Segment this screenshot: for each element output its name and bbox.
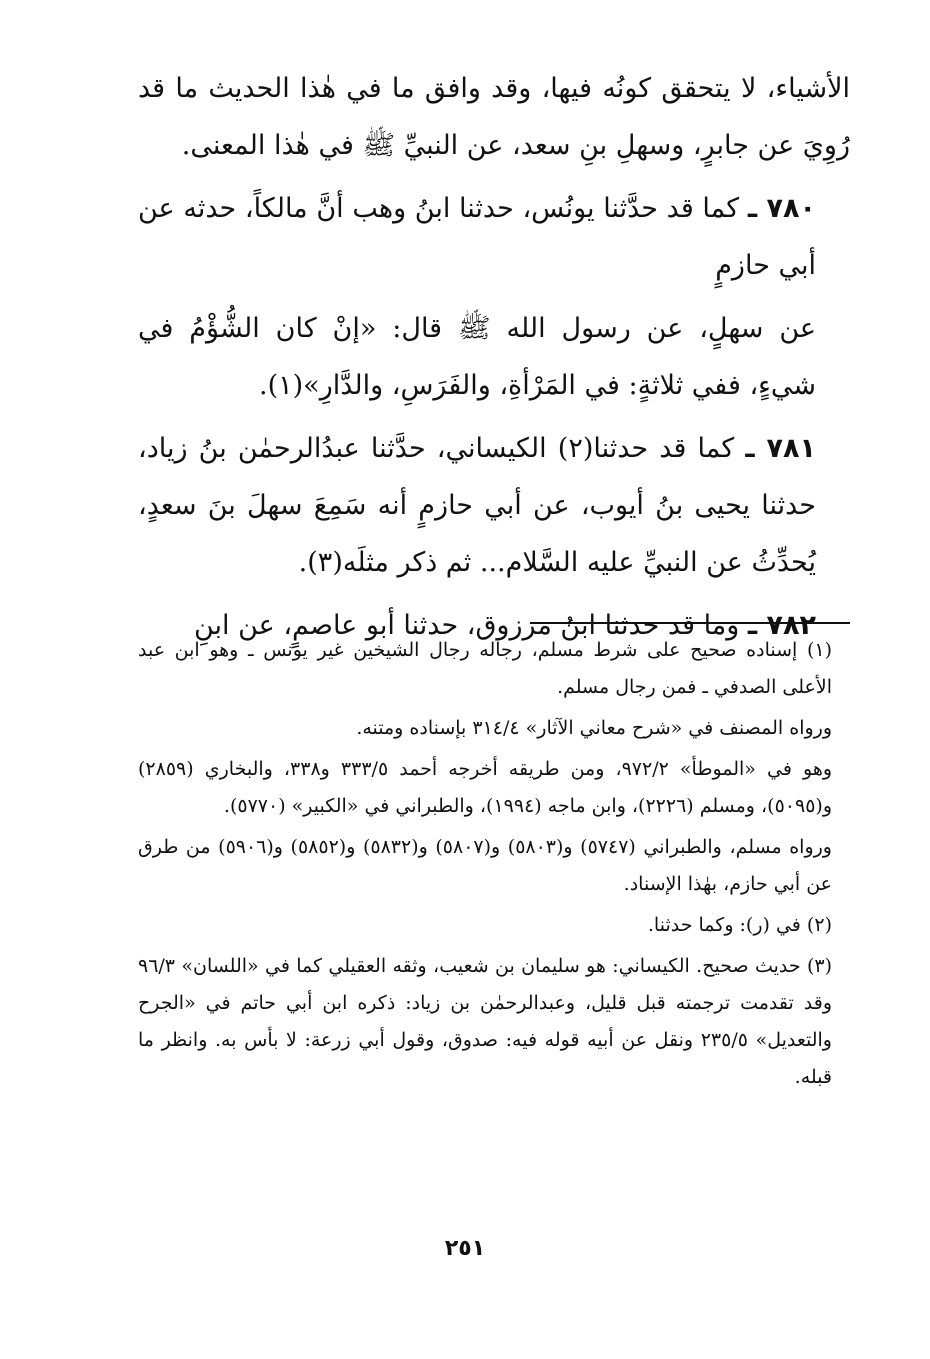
hadith-text: كما قد حدثنا(٢) الكيساني، حدَّثنا عبدُالرحمٰن بنُ زياد، حدثنا يحيى بنُ أيوب، عن أبي حازمٍ أنه سَمِعَ سهلَ بنَ سعدٍ، يُحدِّثُ عن النبيِّ عليه السَّلام... ثم ذكر مثلَه(٣).: [138, 433, 816, 578]
footnote-1: (١) إسناده صحيح على شرط مسلم، رجاله رجال الشيخين غير يونس ـ وهو ابن عبد الأعلى الصدفي ـ فمن رجال مسلم.: [138, 639, 832, 698]
footnote-1-source: ورواه المصنف في «شرح معاني الآثار» ٣١٤/٤ بإسناده ومتنه.: [356, 717, 832, 739]
hadith-number: ٧٨٢ ـ: [747, 610, 816, 641]
page-number: ٢٥١: [444, 1236, 486, 1261]
hadith-number: ٧٨٠ ـ: [747, 193, 816, 224]
footnotes: [138, 632, 866, 1100]
hadith-780-isnad: [138, 180, 850, 294]
hadith-text: كما قد حدَّثنا يونُس، حدثنا ابنُ وهب أنَّ مالكاً، حدثه عن أبي حازمٍ: [138, 193, 816, 281]
paragraph-intro: الأشياء، لا يتحقق كونُه فيها، وقد وافق ما في هٰذا الحديث ما قد رُوِيَ عن جابرٍ، وسهلِ بنِ سعد، عن النبيِّ ﷺ في هٰذا المعنى.: [138, 73, 850, 161]
hadith-781: [138, 420, 850, 591]
hadith-number: ٧٨١ ـ: [745, 433, 816, 464]
footnote-3: (٣) حديث صحيح. الكيساني: هو سليمان بن شعيب، وثقه العقيلي كما في «اللسان» ٩٦/٣ وقد تقدمت ترجمته قبل قليل، وعبدالرحمٰن بن زياد: ذكره ابن أبي حاتم في «الجرح والتعديل» ٢٣٥/٥ ونقل عن أبيه قوله فيه: صدوق، وقول أبي زرعة: لا بأس به. وانظر ما قبله.: [138, 955, 832, 1088]
hadith-text: وما قد حدثنا ابنُ مرزوق، حدثنا أبو عاصمٍ، عن ابنِ: [193, 610, 740, 641]
footnote-1-takhrij-2: ورواه مسلم، والطبراني (٥٧٤٧) و(٥٨٠٣) و(٥٨٠٧) و(٥٨٣٢) و(٥٨٥٢) و(٥٩٠٦) من طرق عن أبي حازم، بهٰذا الإسناد.: [138, 836, 832, 895]
footnote-separator: [530, 622, 850, 624]
footnote-2: (٢) في (ر): وكما حدثنا.: [647, 914, 832, 936]
footnote-1-takhrij: وهو في «الموطأ» ٩٧٢/٢، ومن طريقه أخرجه أحمد ٣٣٣/٥ و٣٣٨، والبخاري (٢٨٥٩) و(٥٠٩٥)، ومسلم (٢٢٢٦)، وابن ماجه (١٩٩٤)، والطبراني في «الكبير» (٥٧٧٠).: [138, 758, 833, 817]
main-text: [138, 60, 850, 660]
hadith-780-matn: عن سهلٍ، عن رسول الله ﷺ قال: «إنْ كان الشُّؤْمُ في شيءٍ، ففي ثلاثةٍ: في المَرْأةِ، والفَرَسِ، والدَّارِ»(١).: [138, 313, 816, 401]
